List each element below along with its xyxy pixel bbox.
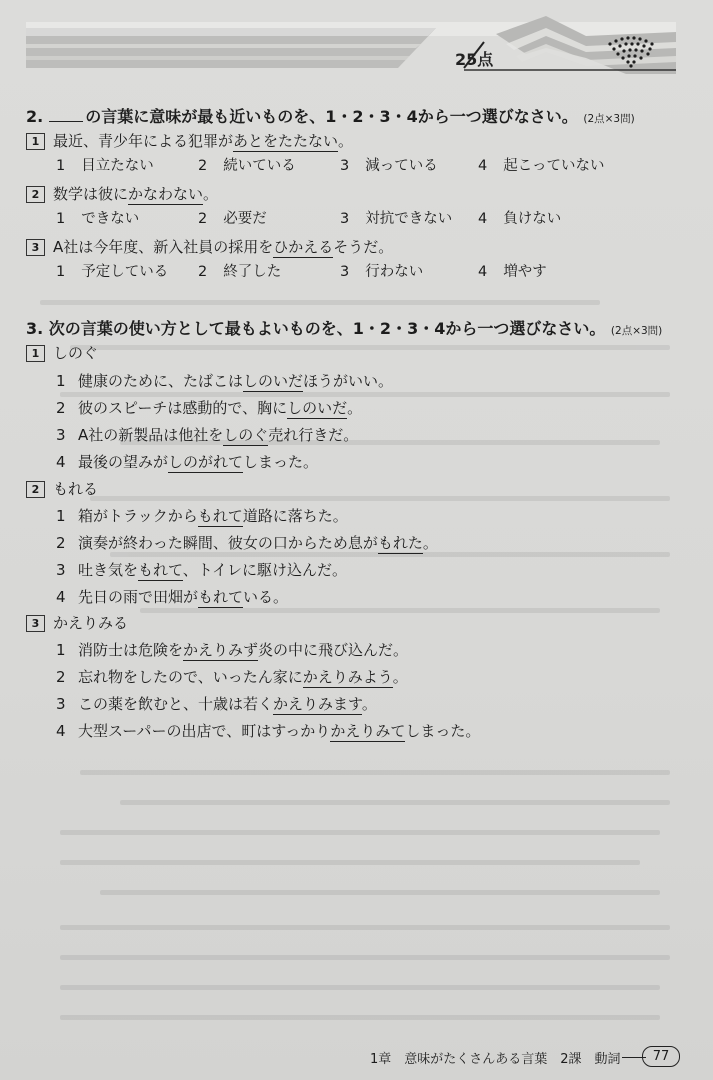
q3-item-2-sentence-4[interactable]: 4 先日の雨で田畑がもれている。 [56, 588, 289, 606]
blank-line [49, 107, 83, 122]
option-2[interactable]: 2 終了した [198, 264, 282, 280]
chapter-footer: 1章 意味がたくさんある言葉 2課 動詞 [370, 1052, 621, 1067]
sentence-text: 。 [338, 132, 354, 150]
q3-item-3-sentence-2[interactable]: 2 忘れ物をしたので、いったん家にかえりみよう。 [56, 668, 408, 686]
sentence-text: そうだ。 [333, 238, 394, 256]
q3-item-1-sentence-1[interactable]: 1 健康のために、たばこはしのいだほうがいい。 [56, 372, 394, 390]
vocab-word: もれる [53, 480, 99, 498]
q3-item-3-sentence-3[interactable]: 3 この薬を飲むと、十歳は若くかえりみます。 [56, 695, 377, 713]
q3-item-2-sentence-3[interactable]: 3 吐き気をもれて、トイレに駆け込んだ。 [56, 561, 347, 579]
q2-heading [26, 104, 635, 127]
q2-points: (2点×3問) [583, 113, 635, 125]
q2-item-2 [26, 183, 218, 204]
option-1[interactable]: 1 できない [56, 211, 140, 227]
option-1[interactable]: 1 予定している [56, 264, 169, 280]
q3-item-2-sentence-1[interactable]: 1 箱がトラックからもれて道路に落ちた。 [56, 507, 348, 525]
q2-item-1 [26, 130, 353, 151]
q2-instruction: の言葉に意味が最も近いものを、1・2・3・4から一つ選びなさい。 [85, 107, 578, 126]
item-number-box: 3 [26, 239, 45, 256]
option-2[interactable]: 2 続いている [198, 158, 296, 174]
option-3[interactable]: 3 減っている [340, 158, 438, 174]
q3-item-3-sentence-4[interactable]: 4 大型スーパーの出店で、町はすっかりかえりみてしまった。 [56, 722, 481, 740]
q3-item-1-sentence-3[interactable]: 3 A社の新製品は他社をしのぐ売れ行きだ。 [56, 426, 359, 444]
q3-item-2-sentence-2[interactable]: 2 演奏が終わった瞬間、彼女の口からため息がもれた。 [56, 534, 438, 552]
option-2[interactable]: 2 必要だ [198, 211, 267, 227]
page-number: 77 [642, 1046, 680, 1067]
q3-item-1-sentence-2[interactable]: 2 彼のスピーチは感動的で、胸にしのいだ。 [56, 399, 363, 417]
option-3[interactable]: 3 行わない [340, 264, 424, 280]
underlined-target: ひかえる [273, 238, 334, 256]
q3-instruction: 次の言葉の使い方として最もよいものを、1・2・3・4から一つ選びなさい。 [48, 319, 606, 338]
q3-heading [26, 316, 662, 339]
option-4[interactable]: 4 起こっていない [478, 158, 605, 174]
q3-points: (2点×3問) [610, 325, 663, 337]
sentence-text: 最近、青少年による犯罪が [53, 132, 234, 150]
q3-number: 3. [26, 319, 44, 338]
item-number-box: 2 [26, 186, 45, 203]
vocab-word: しのぐ [53, 344, 99, 362]
underlined-target: あとをたたない [233, 132, 339, 150]
q2-number: 2. [26, 107, 44, 126]
sentence-text: 数学は彼に [53, 185, 129, 203]
vocab-word: かえりみる [53, 614, 129, 632]
q3-item-1-sentence-4[interactable]: 4 最後の望みがしのがれてしまった。 [56, 453, 319, 471]
q3-item-1 [26, 342, 98, 363]
sentence-text: A社は今年度、新入社員の採用を [53, 238, 274, 256]
q3-item-2 [26, 478, 98, 499]
option-4[interactable]: 4 負けない [478, 211, 562, 227]
option-3[interactable]: 3 対抗できない [340, 211, 453, 227]
q3-item-3-sentence-1[interactable]: 1 消防士は危険をかえりみず炎の中に飛び込んだ。 [56, 641, 409, 659]
item-number-box: 2 [26, 481, 45, 498]
item-number-box: 1 [26, 133, 45, 150]
underlined-target: かなわない [128, 185, 204, 203]
sentence-text: 。 [203, 185, 219, 203]
item-number-box: 1 [26, 345, 45, 362]
option-1[interactable]: 1 目立たない [56, 158, 154, 174]
score-label: 25点 [455, 50, 494, 69]
item-number-box: 3 [26, 615, 45, 632]
option-4[interactable]: 4 増やす [478, 264, 547, 280]
q3-item-3 [26, 612, 128, 633]
q2-item-3 [26, 236, 393, 257]
